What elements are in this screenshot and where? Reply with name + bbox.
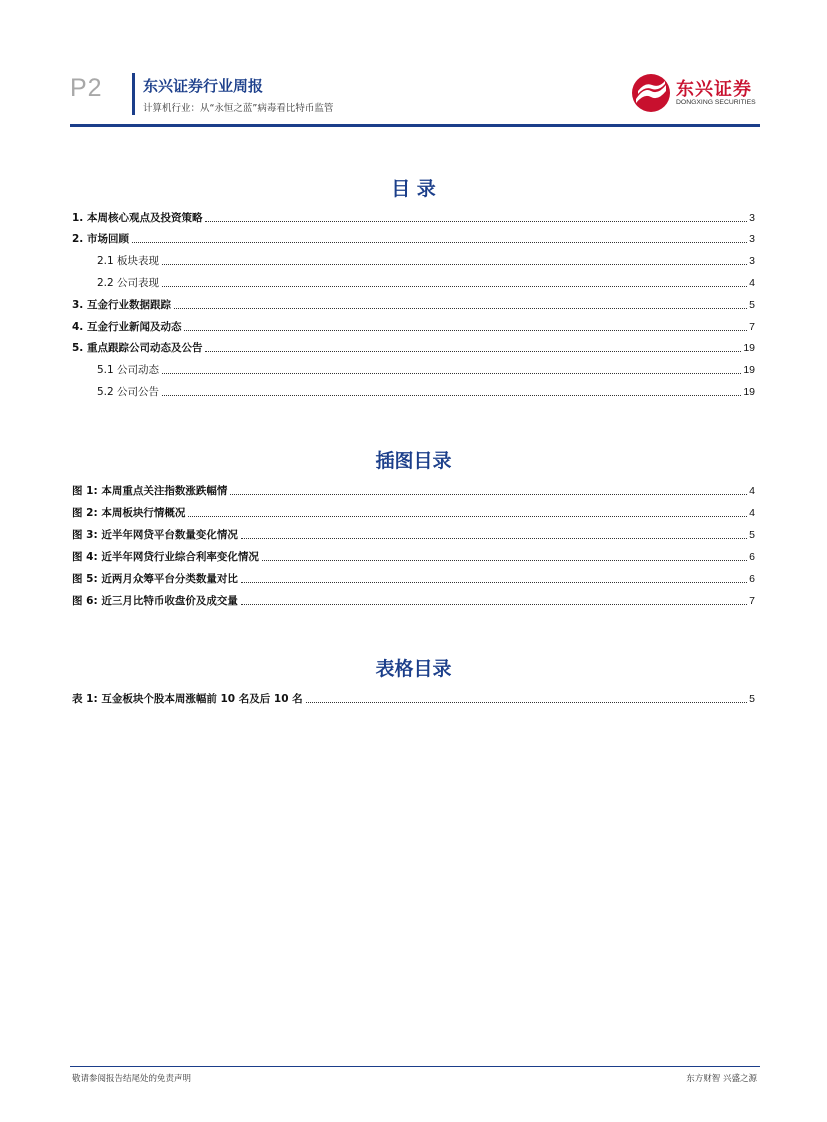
toc-item-label: 5.1 公司动态	[97, 364, 160, 376]
dot-leader	[306, 701, 747, 703]
toc-item-label: 2.1 板块表现	[97, 255, 160, 267]
figure-item[interactable]	[72, 549, 755, 565]
footer-rule	[70, 1066, 760, 1067]
dot-leader	[241, 581, 747, 583]
figure-item-page: 7	[749, 595, 755, 607]
toc-subitem[interactable]	[97, 275, 755, 291]
dot-leader	[188, 515, 747, 517]
toc-subitem[interactable]	[97, 253, 755, 269]
figure-item[interactable]	[72, 483, 755, 499]
toc-title: 目 录	[391, 178, 436, 200]
figure-item-page: 4	[749, 507, 755, 519]
dot-leader	[132, 241, 747, 243]
dot-leader	[162, 394, 741, 396]
toc-item[interactable]	[72, 297, 755, 313]
figure-item-label: 图 6: 近三月比特币收盘价及成交量	[72, 595, 238, 607]
toc-item-label: 3. 互金行业数据跟踪	[72, 299, 171, 311]
logo-mark-icon	[630, 73, 672, 113]
figure-item-page: 5	[749, 529, 755, 541]
dot-leader	[174, 307, 747, 309]
dot-leader	[162, 372, 741, 374]
toc-subitem[interactable]	[97, 384, 755, 400]
dot-leader	[205, 350, 741, 352]
toc-item-page: 3	[749, 212, 755, 224]
dot-leader	[162, 263, 747, 265]
figure-item-page: 6	[749, 551, 755, 563]
figure-item-label: 图 2: 本周板块行情概况	[72, 507, 186, 519]
toc-item[interactable]	[72, 210, 755, 226]
toc-item-page: 5	[749, 299, 755, 311]
table-item[interactable]	[72, 691, 755, 707]
tables-title: 表格目录	[375, 658, 452, 680]
dot-leader	[162, 285, 747, 287]
figure-item-label: 图 5: 近两月众筹平台分类数量对比	[72, 573, 238, 585]
toc-item-page: 7	[749, 321, 755, 333]
toc-item-label: 4. 互金行业新闻及动态	[72, 321, 182, 333]
toc-item[interactable]	[72, 319, 755, 335]
header-divider	[132, 73, 135, 115]
figure-item[interactable]	[72, 527, 755, 543]
dot-leader	[262, 559, 747, 561]
figure-item[interactable]	[72, 505, 755, 521]
logo-text-en: DONGXING SECURITIES	[676, 99, 756, 106]
figure-item-label: 图 1: 本周重点关注指数涨跌幅情	[72, 485, 228, 497]
toc-item-label: 2. 市场回顾	[72, 233, 129, 245]
toc-item[interactable]	[72, 231, 755, 247]
toc-item-label: 1. 本周核心观点及投资策略	[72, 212, 203, 224]
figure-item-label: 图 4: 近半年网贷行业综合利率变化情况	[72, 551, 259, 563]
figures-title: 插图目录	[375, 450, 452, 472]
footer-slogan: 东方财智 兴盛之源	[686, 1074, 757, 1084]
toc-item-page: 4	[749, 277, 755, 289]
toc-subitem[interactable]	[97, 362, 755, 378]
table-item-page: 5	[749, 693, 755, 705]
toc-item-label: 5.2 公司公告	[97, 386, 160, 398]
figure-item-label: 图 3: 近半年网贷平台数量变化情况	[72, 529, 238, 541]
toc-item-page: 19	[743, 342, 755, 354]
toc-item-label: 2.2 公司表现	[97, 277, 160, 289]
toc-item-page: 3	[749, 233, 755, 245]
toc-item[interactable]	[72, 340, 755, 356]
report-title: 东兴证券行业周报	[143, 77, 264, 95]
company-logo	[630, 73, 760, 113]
figure-item[interactable]	[72, 571, 755, 587]
dot-leader	[184, 329, 747, 331]
toc-item-label: 5. 重点跟踪公司动态及公告	[72, 342, 203, 354]
footer-disclaimer: 敬请参阅报告结尾处的免责声明	[72, 1074, 192, 1084]
figure-item-page: 4	[749, 485, 755, 497]
dot-leader	[230, 493, 747, 495]
header-rule	[70, 124, 760, 127]
toc-item-page: 19	[743, 364, 755, 376]
toc-item-page: 19	[743, 386, 755, 398]
dot-leader	[205, 220, 747, 222]
figure-item-page: 6	[749, 573, 755, 585]
table-item-label: 表 1: 互金板块个股本周涨幅前 10 名及后 10 名	[72, 693, 303, 705]
toc-item-page: 3	[749, 255, 755, 267]
figure-item[interactable]	[72, 593, 755, 609]
page-header	[0, 0, 827, 130]
dot-leader	[241, 537, 747, 539]
logo-text-cn: 东兴证券	[676, 79, 752, 100]
page-number: P2	[70, 74, 103, 102]
report-subtitle: 计算机行业：从“永恒之蓝”病毒看比特币监管	[143, 103, 334, 114]
dot-leader	[241, 603, 747, 605]
